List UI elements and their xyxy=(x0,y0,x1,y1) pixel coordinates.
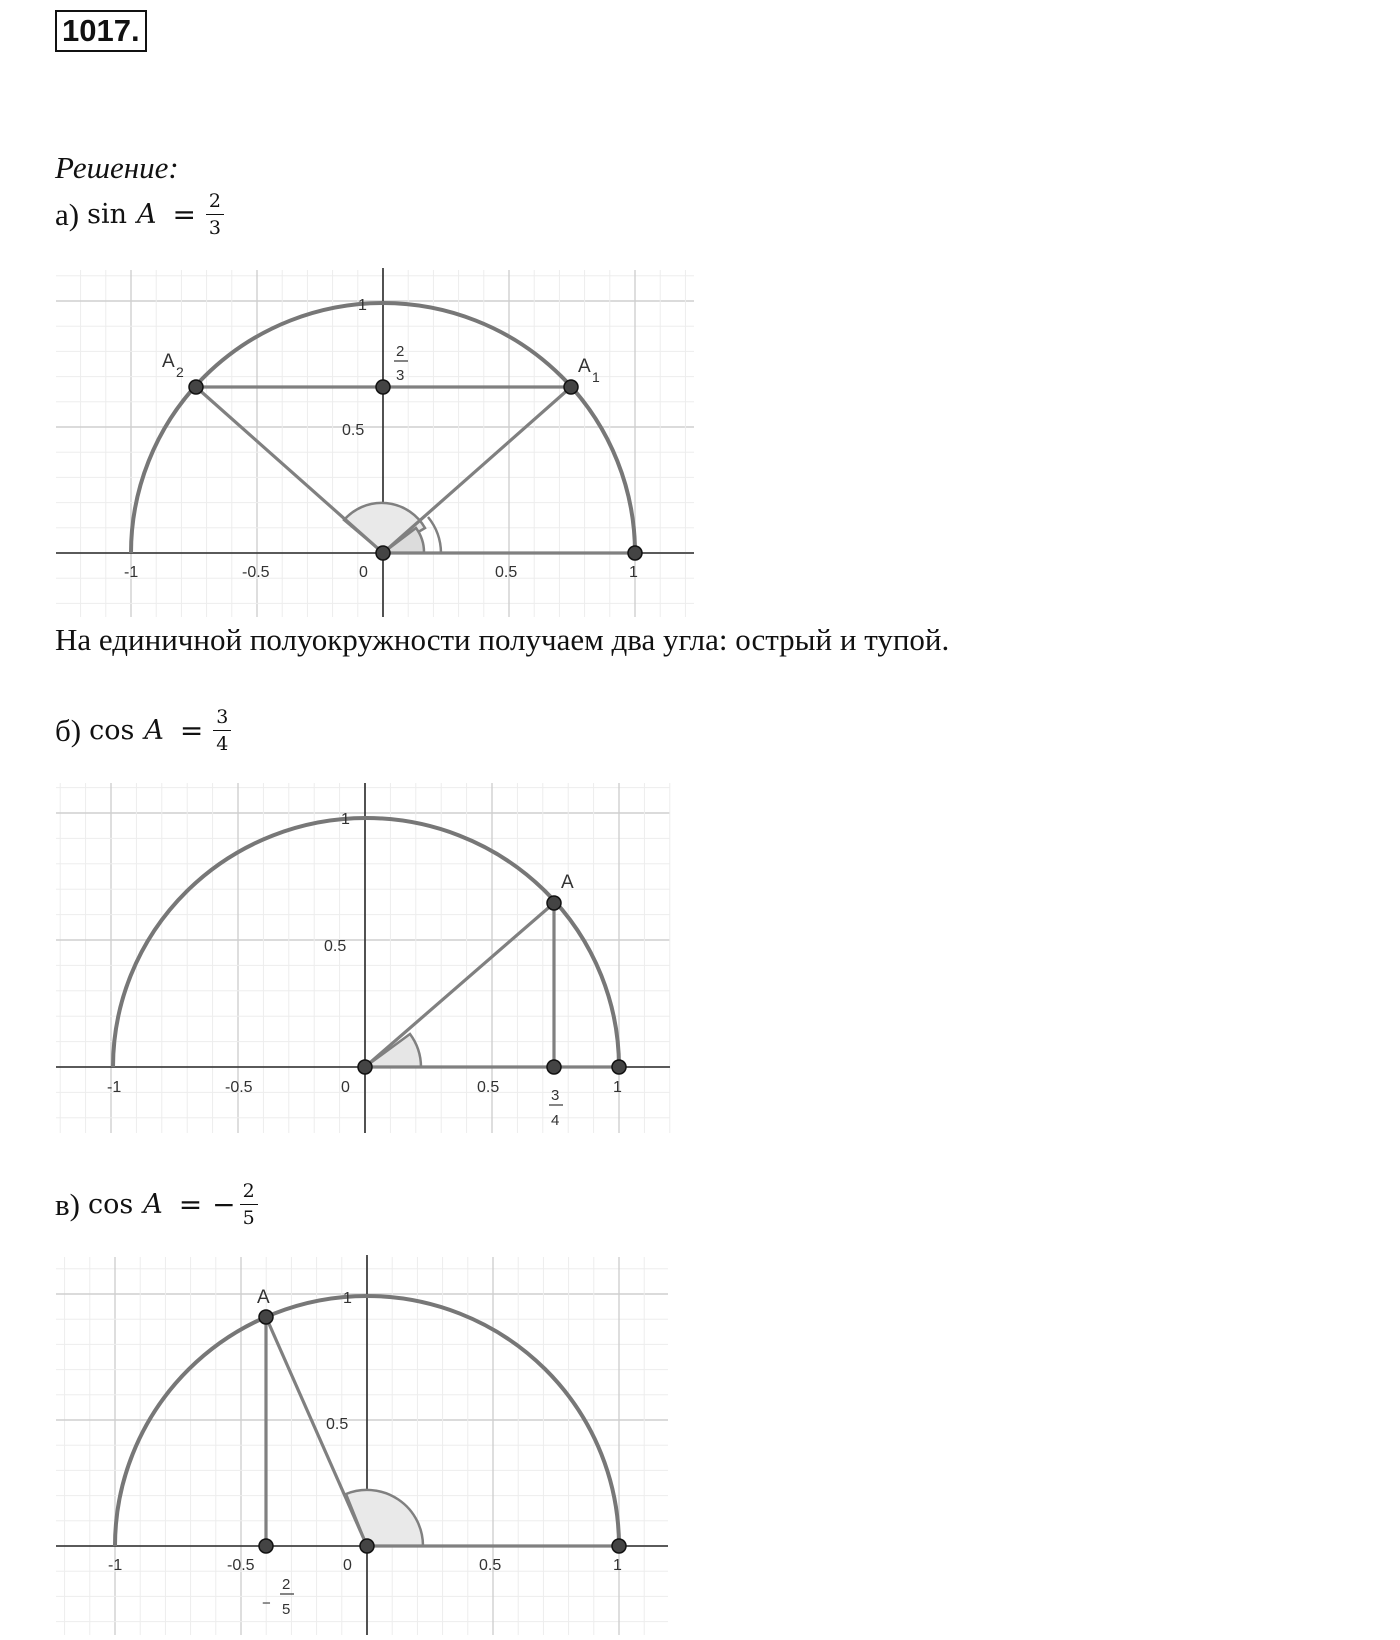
label-a2-sub: 2 xyxy=(176,364,184,380)
tick-y-1: 1 xyxy=(341,811,350,828)
tick-y-05: 0.5 xyxy=(326,1416,349,1433)
part-a-var: A xyxy=(136,199,157,230)
part-a-func: sin xyxy=(87,199,127,230)
label-a: A xyxy=(257,1287,270,1308)
point-a xyxy=(259,1310,273,1324)
tick-x-neg05: -0.5 xyxy=(227,1557,255,1574)
tick-x-05: 0.5 xyxy=(477,1079,500,1096)
tick-x-0: 0 xyxy=(359,564,368,581)
point-x-neg-two-fifths xyxy=(259,1539,273,1553)
part-c-var: A xyxy=(143,1189,163,1220)
tick-x-1: 1 xyxy=(613,1557,622,1574)
label-a1: A xyxy=(578,356,591,377)
tick-y-05: 0.5 xyxy=(324,938,347,955)
problem-number: 1017. xyxy=(55,10,147,52)
tick-x-neg1: -1 xyxy=(108,1557,123,1574)
part-a-eq: = xyxy=(172,198,196,231)
part-b-func: cos xyxy=(89,715,135,746)
part-c-den: 5 xyxy=(242,1207,255,1229)
label-a: A xyxy=(561,872,574,893)
tick-x-1: 1 xyxy=(613,1079,622,1096)
tick-x-neg1: -1 xyxy=(107,1079,122,1096)
part-b-eq: = xyxy=(179,714,204,747)
frac-label-den: 3 xyxy=(396,367,405,384)
grid-part-c xyxy=(56,1257,668,1635)
fraction-label-part-c xyxy=(262,1576,294,1618)
tick-x-05: 0.5 xyxy=(495,564,518,581)
part-c-sign: − xyxy=(212,1188,236,1221)
part-c-label: в) xyxy=(55,1186,80,1222)
point-origin xyxy=(360,1539,374,1553)
frac-label-num: 3 xyxy=(551,1087,560,1104)
label-a1-sub: 1 xyxy=(592,369,600,385)
label-a2: A xyxy=(162,351,175,372)
part-b-num: 3 xyxy=(216,706,229,728)
tick-y-05: 0.5 xyxy=(342,422,365,439)
part-a-num: 2 xyxy=(208,190,221,212)
tick-x-0: 0 xyxy=(341,1079,350,1096)
point-one xyxy=(612,1539,626,1553)
frac-label-den: 5 xyxy=(282,1601,291,1618)
tick-x-0: 0 xyxy=(343,1557,352,1574)
tick-y-1: 1 xyxy=(343,1290,352,1307)
part-c-func: cos xyxy=(87,1189,134,1220)
tick-y-1: 1 xyxy=(358,297,367,314)
part-b-label: б) xyxy=(55,712,82,748)
part-c-num: 2 xyxy=(242,1180,255,1202)
part-a-label: а) xyxy=(55,196,80,232)
part-b-den: 4 xyxy=(216,733,229,755)
tick-x-05: 0.5 xyxy=(479,1557,502,1574)
frac-label-num: 2 xyxy=(282,1576,291,1593)
angle-arc xyxy=(346,1490,423,1546)
part-b-var: A xyxy=(144,715,164,746)
part-a-den: 3 xyxy=(208,217,221,239)
tick-x-neg1: -1 xyxy=(124,564,139,581)
tick-x-neg05: -0.5 xyxy=(225,1079,253,1096)
frac-label-den: 4 xyxy=(551,1112,560,1129)
tick-x-neg05: -0.5 xyxy=(242,564,270,581)
explanation-text: На единичной полуокружности получаем два угла: острый и тупой. xyxy=(55,622,950,657)
frac-label-num: 2 xyxy=(396,343,405,360)
part-c-eq: = xyxy=(178,1188,203,1221)
solution-heading: Решение: xyxy=(55,150,179,185)
tick-x-1: 1 xyxy=(629,564,638,581)
frac-label-sign: − xyxy=(262,1595,271,1612)
